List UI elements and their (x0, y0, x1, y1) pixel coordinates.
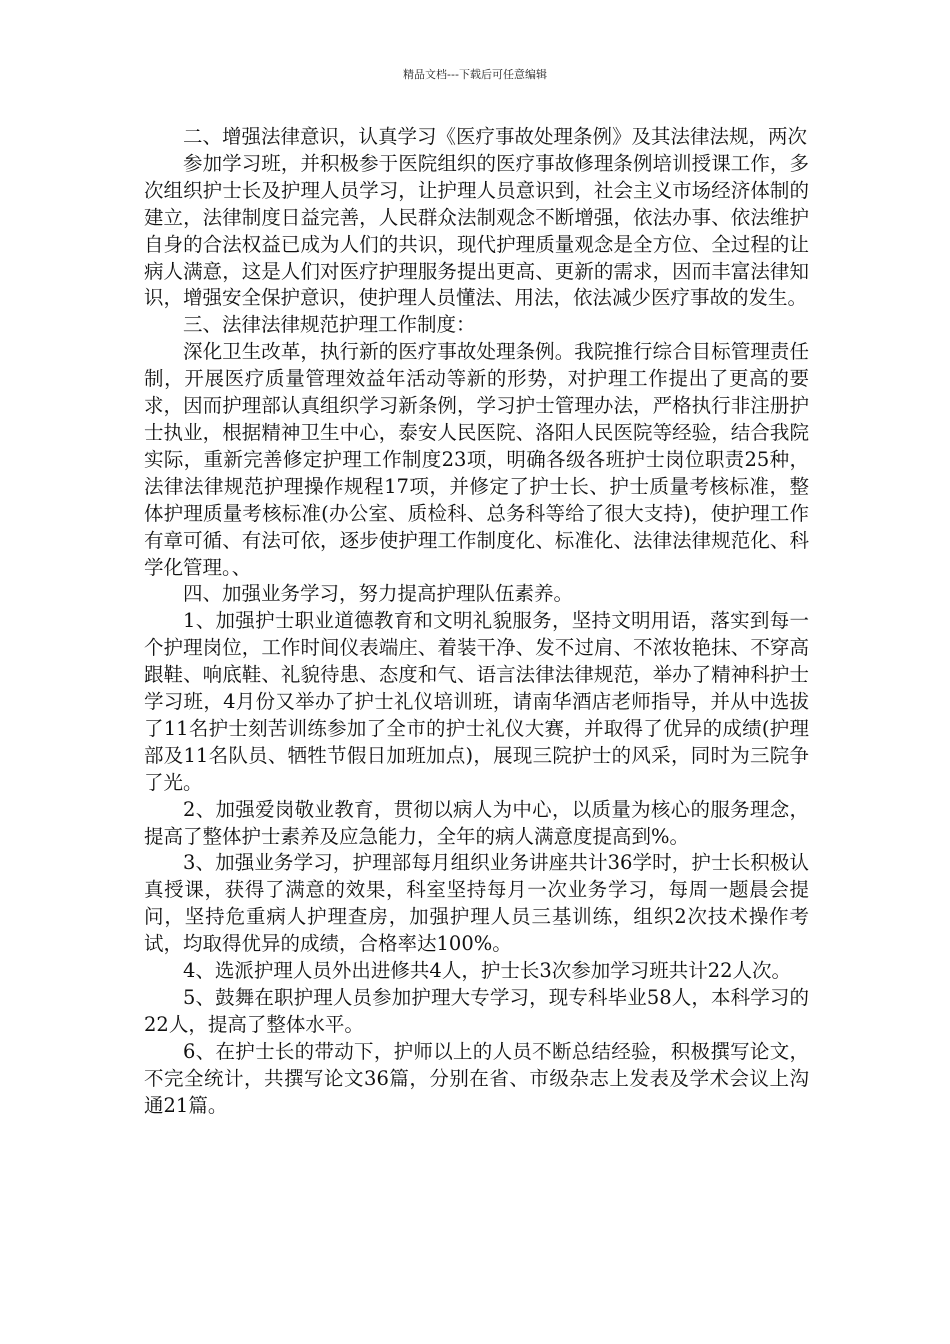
page-header: 精品文档---下载后可任意编辑 (403, 68, 547, 81)
list-item-6: 6、在护士长的带动下，护师以上的人员不断总结经验，积极撰写论文，不完全统计，共撰写论文36篇，分别在省、市级杂志上发表及学术会议上沟通21篇。 (144, 1039, 809, 1117)
paragraph-legal-training: 参加学习班，并积极参于医院组织的医疗事故修理条例培训授课工作，多次组织护士长及护理人员学习，让护理人员意识到，社会主义市场经济体制的建立，法律制度日益完善，人民群众法制观念不断增强，依法办事、依法维护自身的合法权益已成为人们的共识，现代护理质量观念是全方位、全过程的让病人满意，这是人们对医疗护理服务提出更高、更新的需求，因而丰富法律知识，增强安全保护意识，使护理人员懂法、用法，依法减少医疗事故的发生。 (144, 151, 809, 310)
paragraph-regulations: 深化卫生改革，执行新的医疗事故处理条例。我院推行综合目标管理责任制，开展医疗质量管理效益年活动等新的形势，对护理工作提出了更高的要求，因而护理部认真组织学习新条例，学习护士管理办法，严格执行非注册护士执业，根据精神卫生中心，泰安人民医院、洛阳人民医院等经验，结合我院实际，重新完善修定护理工作制度23项，明确各级各班护士岗位职责25种，法律法律规范护理操作规程17项，并修定了护士长、护士质量考核标准，整体护理质量考核标准(办公室、质检科、总务科等给了很大支持)，使护理工作有章可循、有法可依，逐步使护理工作制度化、标准化、法律法律规范化、科学化管理。、 (144, 340, 809, 579)
document-body (144, 124, 809, 1120)
section-heading-4: 四、加强业务学习，努力提高护理队伍素养。 (183, 582, 574, 606)
list-item-5: 5、鼓舞在职护理人员参加护理大专学习，现专科毕业58人，本科学习的22人，提高了整体水平。 (144, 986, 809, 1036)
section-heading-3: 三、法律法律规范护理工作制度： (183, 313, 476, 337)
section-heading-2: 二、增强法律意识，认真学习《医疗事故处理条例》及其法律法规，两次 (183, 125, 808, 148)
list-item-4: 4、选派护理人员外出进修共4人，护士长3次参加学习班共计22人次。 (183, 959, 792, 983)
list-item-3: 3、加强业务学习，护理部每月组织业务讲座共计36学时，护士长积极认真授课，获得了满意的效果，科室坚持每月一次业务学习，每周一题晨会提问，坚持危重病人护理查房，加强护理人员三基训练，组织2次技术操作考试，均取得优异的成绩，合格率达100%。 (144, 851, 809, 956)
list-item-2: 2、加强爱岗敬业教育，贯彻以病人为中心，以质量为核心的服务理念，提高了整体护士素养及应急能力，全年的病人满意度提高到%。 (144, 797, 809, 848)
list-item-1: 1、加强护士职业道德教育和文明礼貌服务，坚持文明用语，落实到每一个护理岗位，工作时间仪表端庄、着装干净、发不过肩、不浓妆艳抹、不穿高跟鞋、响底鞋、礼貌待患、态度和气、语言法律法律规范，举办了精神科护士学习班，4月份又举办了护士礼仪培训班，请南华酒店老师指导，并从中选拔了11名护士刻苦训练参加了全市的护士礼仪大赛，并取得了优异的成绩(护理部及11名队员、牺牲节假日加班加点)，展现三院护士的风采，同时为三院争了光。 (144, 609, 809, 794)
